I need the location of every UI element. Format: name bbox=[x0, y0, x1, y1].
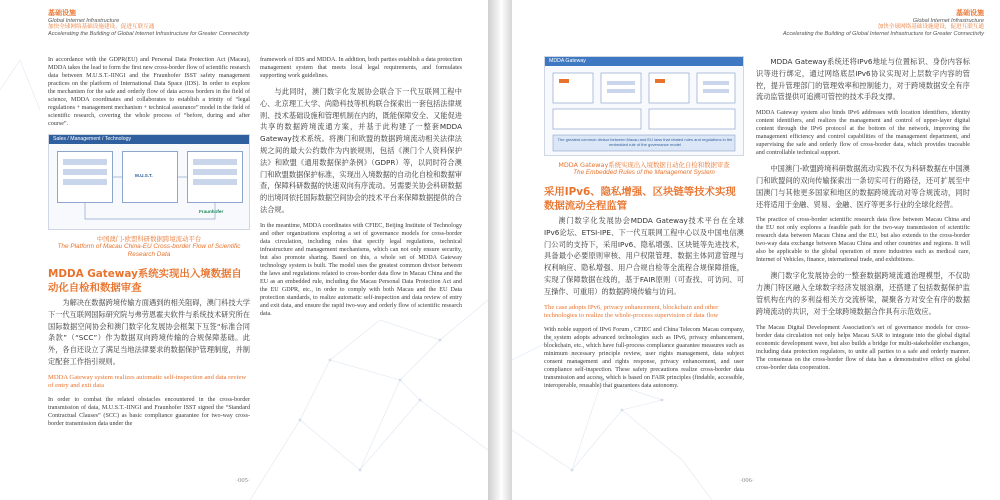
partner-logo-must: M.U.S.T. bbox=[135, 173, 153, 178]
paragraph-zh: 澳门数字化发展协会的一整套数据跨境流通治理模型，不仅助力澳门特区融入全球数字经济发展浪潮，还搭建了包括数据保护监管机构在内的多利益相关方交流桥梁，凝聚各方对安全有序的数据跨境流动的共识，对于全球跨境数据合作具有示范效应。 bbox=[756, 271, 970, 316]
right-column-1 bbox=[544, 56, 744, 396]
paragraph-zh: MDDA Gateway系统还将IPv6地址与位置标识、身份内容标识等进行绑定，通过网络底层IPv6协议实现对上层数字内容的管控，提升管理部门的管理效率和控制能力，对于跨境数据安全有序流动监管提供可追溯可管控的技术手段支撑。 bbox=[756, 57, 970, 102]
section-heading-zh: MDDA Gateway系统实现出入境数据自动化自检和数据审查 bbox=[48, 268, 242, 294]
figure-caption-en: The Platform of Macau China-EU Cross-border Flow of Scientific Research Data bbox=[57, 243, 241, 258]
figure-note: The greatest common divisor between Macau and EU laws that related rules and regulations in the embedded rule of the governance model bbox=[557, 137, 733, 148]
paragraph-en: The practice of cross-border scientific research data flow between Macau China and the EU not only explores a feasible path for the two-way transmission of scientific research data between Macau China and the EU, but also extends to the cross-border two-way data exchange between Macau China and other countries and regions. It will also be applicable to the global operation of more industries such as medical care, Internet of Vehicles, finance, international trade, and exhibitions. bbox=[756, 217, 970, 264]
figure-header-bar: Sales / Management / Technology bbox=[49, 135, 249, 144]
figure-gateway-system bbox=[544, 56, 744, 156]
paragraph-en: framework of IDS and MDDA. In addition, both parties establish a data protection management system that meets local legal requirements, and formulates supporting work guidelines. bbox=[260, 57, 462, 79]
left-column-1 bbox=[48, 56, 250, 434]
figure-header-bar: MDDA Gateway bbox=[545, 57, 743, 66]
paragraph-zh: 与此同时，澳门数字化发展协会联合下一代互联网工程中心、北京理工大学、尚隐科技等机构联合探索出一套包括法律规则、技术基础设施和管理机制在内的，既能保障安全、又能促进共享的数据跨境流通方案，并基于此构建了一整套MDDA Gateway技术系统。将澳门和欧盟的数据跨境流动相关法律法规之间的最大公约数作为内嵌规则，包括《澳门个人资料保护法》和欧盟《通用数据保护条例》（GDPR）等，以同时符合澳门和欧盟数据保护标准，实现出入境数据的自动化自检和数据审查，保障科研数据的快速双向有序流动。另需要关协会科研数据的出境同依托国际数据空间协会的技术平台来保障数据提供的合法合规。 bbox=[260, 87, 462, 214]
page-number: ·005· bbox=[236, 477, 251, 484]
paragraph-en: In the meantime, MDDA coordinates with CFIEC, Beijing Institute of Technology and other organizations exploring a set of governance models for cross-border data circulation, including rules that specify legal regulations, technical infrastructure and management mechanisms, which can not only ensure security, but also promote sharing. Based on this, a whole set of MDDA Gateway technology system is built. The model uses the greatest common divisor between the laws and regulations related to cross-border data flow in Macau China and the EU as an embedded rule, including the Macau Personal Data Protection Act and the EU GDPR, etc., in order to comply with both Macau and the EU Data protection standards, to realize automatic self-inspection and data review of entry and exit data, and ensure the rapid two-way and orderly flow of scientific research data. bbox=[260, 222, 462, 317]
header-subtitle-zh: 加快全球网络基础设施建设，促进互联互通 bbox=[48, 24, 155, 31]
intro-paragraph-en: In accordance with the GDPR(EU) and Personal Data Protection Act (Macau), MDDA takes the lead to form the first new cross-border flow of scientific research data between M.U.S.T.-IINGI and the Fraunhofer ISST safety management practices on the platform of International Data Space (IDS). In order to explore the mechanism for the safe and orderly flow of data across borders in the field of science, MDDA coordinates and collaborates to establish a trinity of “legal regulations + management mechanism + technical assurance” model in the field of scientific research, covering the whole process of “before, during and after course”. bbox=[48, 57, 250, 127]
paragraph-zh: 为解决在数据跨境传输方面遇到的相关阻碍，澳门科技大学下一代互联网国际研究院与弗劳恩霍夫软件与系统技术研究所在国际数据空间协会和澳门数字化发展协会框架下互签“标准合同条款”（“SCC”）作为数据双向跨境传输的合规保障基础。此外，各自还设立了满足当地法律要求的数据保护管理制度，并制定配套工作指引规则。 bbox=[48, 298, 250, 366]
header-title-zh: 基础设施 bbox=[48, 10, 76, 17]
figure-caption-zh: MDDA Gateway系统实现出入境数据自动化自检和数据审查 bbox=[558, 161, 730, 169]
header-subtitle-en: Accelerating the Building of Global Internet Infrastructure for Greater Connectivity bbox=[782, 30, 984, 37]
figure-data-platform bbox=[48, 134, 250, 230]
section-heading-zh: 采用IPv6、隐私增强、区块链等技术实现数据流动全程监管 bbox=[544, 186, 736, 212]
header-subtitle-en: Accelerating the Building of Global Internet Infrastructure for Greater Connectivity bbox=[48, 30, 250, 37]
paragraph-en: The Macau Digital Development Association’s set of governance models for cross-border data circulation not only helps Macau SAR to integrate into the global digital economic development wave, but also builds a bridge for multi-stakeholder exchanges, including data protection regulators, to unite all parties to a safe and orderly manner. The consensus on the cross-border flow of data has a demonstrative effect on global cross-border data cooperation. bbox=[756, 324, 970, 371]
paragraph-en: With noble support of IPv6 Forum , CFIEC and China Telecom Macau company, the system adopts advanced technologies such as IPv6, privacy enhancement, blockchain, etc., which have full-process compliance guarantee measures such as minimum necessary principle review, user rights management, data subject consent management and rights response, privacy enhancement, and user compliance self-inspection. These safety precautions realize cross-border data transmission and access, which is based on FAIR principles (findable, accessible, interoperable, reusable) that guarantees data autonomy. bbox=[544, 326, 744, 389]
page-number: ·006· bbox=[740, 477, 755, 484]
running-header bbox=[783, 10, 984, 37]
partner-logo-fraunhofer: Fraunhofer bbox=[199, 209, 224, 214]
header-title-zh: 基础设施 bbox=[956, 10, 984, 17]
paragraph-zh: 澳门数字化发展协会MDDA Gateway技术平台在全球IPv6论坛、ETSI-IPE、下一代互联网工程中心以及中国电信澳门公司的支持下，采用IPv6、隐私增强、区块链等先进技术，具备最小必要原则审核、用户权限管理、数据主体同意管理与权利响应、隐私增强、用户合规自检等全流程合规保障措施，实现了保障数据在线的，基于FAIR原则（可查找、可访问、可互操作、可重用）的数据跨境传输与访问。 bbox=[544, 216, 744, 296]
paragraph-zh: 中国澳门-欧盟跨境科研数据流动实践不仅为科研数据在中国澳门和欧盟间的双向传输探索出一条切实可行的路径，还可扩展至中国澳门与其他更多国家和地区的数据跨境流动对等合规流动，同时还将适用于金融、贸易、金融、医疗等更多行业的全球化经营。 bbox=[756, 164, 970, 209]
left-column-2 bbox=[260, 56, 462, 324]
figure-caption-en: The Embedded Rules of the Management System bbox=[573, 169, 715, 176]
book-spine bbox=[488, 0, 512, 500]
header-title-en: Global Internet Infrastructure bbox=[912, 18, 984, 25]
section-heading-en: MDDA Gateway system realizes automatic self-inspection and data review of entry and exit data bbox=[48, 373, 247, 389]
right-page bbox=[512, 0, 1000, 500]
paragraph-en: MDDA Gateway system also binds IPv6 addresses with location identifiers, identity content identifiers, and realizes the management and control of upper-layer digital content through the IPv6 protocol at the bottom of the network, improving the management efficiency and control capabilities of the management department, and supervising the safe and orderly flow of cross-border data, which provides traceable and controllable technical support. bbox=[756, 110, 970, 157]
right-column-2 bbox=[756, 56, 970, 378]
paragraph-en: In order to combat the related obstacles encountered in the cross-border transmission of data, M.U.S.T.-IINGI and Fraunhofer ISST signed the “Standard Contractual Clauses” (SCC) as basic compliance guarantee for two-way cross-border transmission data under the bbox=[48, 396, 250, 427]
header-title-en: Global Internet Infrastructure bbox=[48, 18, 120, 25]
figure-caption-zh: 中国澳门-欧盟科研数据跨境流动平台 bbox=[96, 235, 202, 243]
diagram-connectors bbox=[49, 135, 249, 231]
left-page bbox=[0, 0, 488, 500]
section-heading-en: The case adopts IPv6, privacy enhancement, blockchain and other technologies to realize the whole-process supervision of data flow bbox=[544, 303, 719, 319]
running-header bbox=[48, 10, 249, 37]
header-subtitle-zh: 加快全球网络基础设施建设，促进互联互通 bbox=[877, 24, 984, 31]
